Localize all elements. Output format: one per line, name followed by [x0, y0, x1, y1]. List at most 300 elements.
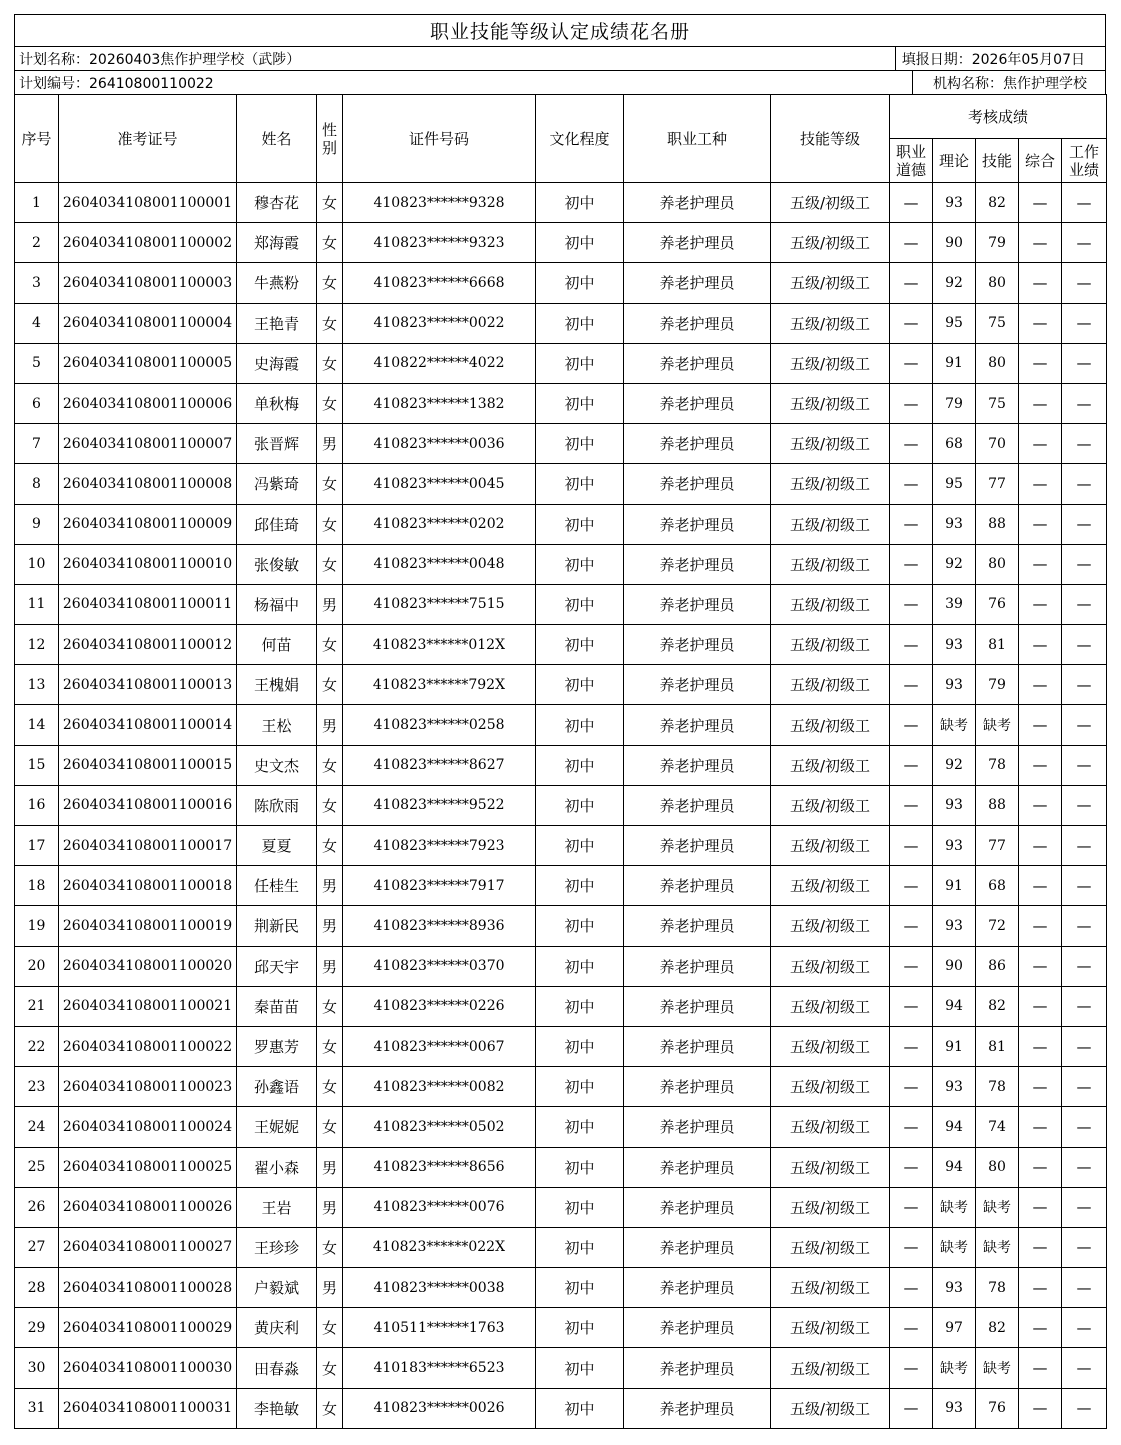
cell-education: 初中: [536, 1147, 624, 1187]
cell-seq: 28: [15, 1268, 59, 1308]
cell-skill: 76: [976, 584, 1019, 624]
cell-gender: 男: [317, 1268, 343, 1308]
cell-ethics: —: [890, 544, 933, 584]
table-row: [15, 343, 1107, 383]
plan-no-label: 计划编号：: [19, 75, 89, 92]
cell-id-no: 410823******7917: [343, 866, 536, 906]
cell-name: 张晋辉: [237, 424, 317, 464]
cell-id-no: 410823******0067: [343, 1026, 536, 1066]
cell-id-no: 410823******8627: [343, 745, 536, 785]
cell-id-no: 410823******792X: [343, 665, 536, 705]
cell-level: 五级/初级工: [771, 866, 890, 906]
table-row: [15, 1268, 1107, 1308]
cell-exam-no: 2604034108001100017: [59, 826, 237, 866]
cell-seq: 24: [15, 1107, 59, 1147]
table-row: [15, 1348, 1107, 1388]
cell-seq: 27: [15, 1227, 59, 1267]
cell-level: 五级/初级工: [771, 1187, 890, 1227]
cell-work: —: [1062, 504, 1107, 544]
cell-education: 初中: [536, 705, 624, 745]
cell-overall: —: [1019, 906, 1062, 946]
cell-education: 初中: [536, 544, 624, 584]
cell-overall: —: [1019, 464, 1062, 504]
col-header-id-no: 证件号码: [343, 95, 536, 183]
table-row: [15, 1026, 1107, 1066]
cell-skill: 80: [976, 343, 1019, 383]
cell-seq: 23: [15, 1067, 59, 1107]
table-row: [15, 745, 1107, 785]
cell-ethics: —: [890, 183, 933, 223]
cell-exam-no: 2604034108001100003: [59, 263, 237, 303]
cell-level: 五级/初级工: [771, 424, 890, 464]
roster-table: [14, 94, 1107, 1429]
cell-occupation: 养老护理员: [624, 946, 771, 986]
cell-work: —: [1062, 745, 1107, 785]
cell-seq: 8: [15, 464, 59, 504]
cell-ethics: —: [890, 625, 933, 665]
cell-theory: 79: [933, 383, 976, 423]
cell-overall: —: [1019, 866, 1062, 906]
cell-exam-no: 2604034108001100023: [59, 1067, 237, 1107]
cell-skill: 81: [976, 625, 1019, 665]
cell-skill: 76: [976, 1388, 1019, 1428]
cell-ethics: —: [890, 1388, 933, 1428]
cell-level: 五级/初级工: [771, 223, 890, 263]
col-header-theory: 理论: [933, 139, 976, 183]
table-row: [15, 866, 1107, 906]
cell-overall: —: [1019, 544, 1062, 584]
cell-exam-no: 2604034108001100006: [59, 383, 237, 423]
cell-work: —: [1062, 1067, 1107, 1107]
cell-ethics: —: [890, 1067, 933, 1107]
cell-overall: —: [1019, 705, 1062, 745]
plan-no-field: [15, 73, 218, 93]
cell-id-no: 410823******9522: [343, 785, 536, 825]
cell-exam-no: 2604034108001100005: [59, 343, 237, 383]
cell-occupation: 养老护理员: [624, 906, 771, 946]
cell-skill: 80: [976, 263, 1019, 303]
cell-level: 五级/初级工: [771, 785, 890, 825]
cell-overall: —: [1019, 223, 1062, 263]
cell-name: 黄庆利: [237, 1308, 317, 1348]
cell-name: 邱佳琦: [237, 504, 317, 544]
cell-seq: 22: [15, 1026, 59, 1066]
cell-overall: —: [1019, 1388, 1062, 1428]
cell-seq: 25: [15, 1147, 59, 1187]
col-header-overall: 综合: [1019, 139, 1062, 183]
cell-seq: 6: [15, 383, 59, 423]
cell-occupation: 养老护理员: [624, 1067, 771, 1107]
cell-gender: 男: [317, 866, 343, 906]
cell-occupation: 养老护理员: [624, 1187, 771, 1227]
cell-id-no: 410823******8656: [343, 1147, 536, 1187]
cell-education: 初中: [536, 424, 624, 464]
table-row: [15, 223, 1107, 263]
cell-id-no: 410823******0045: [343, 464, 536, 504]
table-row: [15, 1308, 1107, 1348]
cell-overall: —: [1019, 263, 1062, 303]
cell-gender: 女: [317, 303, 343, 343]
cell-skill: 70: [976, 424, 1019, 464]
meta-row-1: [14, 46, 1106, 70]
cell-seq: 14: [15, 705, 59, 745]
cell-theory: 97: [933, 1308, 976, 1348]
cell-theory: 95: [933, 464, 976, 504]
cell-theory: 92: [933, 745, 976, 785]
cell-exam-no: 2604034108001100027: [59, 1227, 237, 1267]
cell-gender: 男: [317, 906, 343, 946]
cell-name: 秦苗苗: [237, 986, 317, 1026]
cell-occupation: 养老护理员: [624, 183, 771, 223]
cell-overall: —: [1019, 785, 1062, 825]
cell-occupation: 养老护理员: [624, 1107, 771, 1147]
cell-work: —: [1062, 1026, 1107, 1066]
cell-skill: 82: [976, 1308, 1019, 1348]
cell-level: 五级/初级工: [771, 1348, 890, 1388]
cell-id-no: 410823******0036: [343, 424, 536, 464]
cell-occupation: 养老护理员: [624, 866, 771, 906]
col-header-name: 姓名: [237, 95, 317, 183]
table-row: [15, 665, 1107, 705]
table-row: [15, 1067, 1107, 1107]
cell-work: —: [1062, 424, 1107, 464]
cell-name: 户毅斌: [237, 1268, 317, 1308]
cell-gender: 女: [317, 625, 343, 665]
cell-work: —: [1062, 303, 1107, 343]
cell-level: 五级/初级工: [771, 1026, 890, 1066]
cell-overall: —: [1019, 343, 1062, 383]
cell-education: 初中: [536, 946, 624, 986]
fill-date-label: 填报日期：: [901, 51, 972, 68]
cell-overall: —: [1019, 383, 1062, 423]
cell-occupation: 养老护理员: [624, 383, 771, 423]
cell-education: 初中: [536, 383, 624, 423]
cell-skill: 82: [976, 986, 1019, 1026]
cell-work: —: [1062, 343, 1107, 383]
cell-name: 史文杰: [237, 745, 317, 785]
cell-education: 初中: [536, 986, 624, 1026]
cell-name: 任桂生: [237, 866, 317, 906]
table-row: [15, 785, 1107, 825]
cell-ethics: —: [890, 1268, 933, 1308]
cell-seq: 13: [15, 665, 59, 705]
cell-occupation: 养老护理员: [624, 424, 771, 464]
cell-education: 初中: [536, 665, 624, 705]
cell-overall: —: [1019, 946, 1062, 986]
cell-id-no: 410823******8936: [343, 906, 536, 946]
cell-work: —: [1062, 263, 1107, 303]
cell-seq: 31: [15, 1388, 59, 1428]
cell-exam-no: 2604034108001100007: [59, 424, 237, 464]
cell-id-no: 410823******012X: [343, 625, 536, 665]
cell-education: 初中: [536, 625, 624, 665]
cell-overall: —: [1019, 424, 1062, 464]
cell-work: —: [1062, 1147, 1107, 1187]
cell-seq: 29: [15, 1308, 59, 1348]
cell-name: 史海霞: [237, 343, 317, 383]
cell-education: 初中: [536, 906, 624, 946]
cell-education: 初中: [536, 343, 624, 383]
cell-skill: 77: [976, 826, 1019, 866]
cell-id-no: 410823******9328: [343, 183, 536, 223]
cell-occupation: 养老护理员: [624, 745, 771, 785]
cell-id-no: 410822******4022: [343, 343, 536, 383]
cell-name: 田春淼: [237, 1348, 317, 1388]
cell-gender: 男: [317, 1187, 343, 1227]
cell-work: —: [1062, 383, 1107, 423]
cell-seq: 17: [15, 826, 59, 866]
cell-id-no: 410823******022X: [343, 1227, 536, 1267]
cell-exam-no: 2604034108001100021: [59, 986, 237, 1026]
cell-exam-no: 2604034108001100024: [59, 1107, 237, 1147]
cell-skill: 81: [976, 1026, 1019, 1066]
cell-level: 五级/初级工: [771, 504, 890, 544]
cell-name: 郑海霞: [237, 223, 317, 263]
cell-seq: 5: [15, 343, 59, 383]
cell-ethics: —: [890, 303, 933, 343]
cell-education: 初中: [536, 1348, 624, 1388]
cell-id-no: 410823******0076: [343, 1187, 536, 1227]
cell-skill: 72: [976, 906, 1019, 946]
cell-education: 初中: [536, 303, 624, 343]
cell-level: 五级/初级工: [771, 986, 890, 1026]
cell-exam-no: 2604034108001100022: [59, 1026, 237, 1066]
cell-work: —: [1062, 1107, 1107, 1147]
cell-theory: 缺考: [933, 705, 976, 745]
cell-level: 五级/初级工: [771, 906, 890, 946]
cell-id-no: 410823******0258: [343, 705, 536, 745]
cell-skill: 缺考: [976, 705, 1019, 745]
cell-name: 冯紫琦: [237, 464, 317, 504]
cell-skill: 78: [976, 1067, 1019, 1107]
cell-education: 初中: [536, 263, 624, 303]
cell-level: 五级/初级工: [771, 1147, 890, 1187]
cell-name: 王珍珍: [237, 1227, 317, 1267]
table-row: [15, 1147, 1107, 1187]
cell-exam-no: 2604034108001100026: [59, 1187, 237, 1227]
cell-work: —: [1062, 544, 1107, 584]
table-row: [15, 183, 1107, 223]
cell-gender: 女: [317, 263, 343, 303]
cell-occupation: 养老护理员: [624, 1308, 771, 1348]
cell-education: 初中: [536, 504, 624, 544]
cell-gender: 女: [317, 1026, 343, 1066]
cell-seq: 20: [15, 946, 59, 986]
cell-exam-no: 2604034108001100012: [59, 625, 237, 665]
cell-education: 初中: [536, 1227, 624, 1267]
cell-theory: 缺考: [933, 1227, 976, 1267]
cell-ethics: —: [890, 584, 933, 624]
cell-theory: 93: [933, 785, 976, 825]
table-row: [15, 263, 1107, 303]
cell-occupation: 养老护理员: [624, 303, 771, 343]
cell-gender: 女: [317, 1227, 343, 1267]
cell-theory: 93: [933, 183, 976, 223]
col-header-exam-no: 准考证号: [59, 95, 237, 183]
cell-gender: 女: [317, 183, 343, 223]
cell-theory: 94: [933, 986, 976, 1026]
table-row: [15, 826, 1107, 866]
cell-work: —: [1062, 785, 1107, 825]
cell-work: —: [1062, 866, 1107, 906]
cell-occupation: 养老护理员: [624, 1388, 771, 1428]
cell-skill: 79: [976, 223, 1019, 263]
cell-name: 罗惠芳: [237, 1026, 317, 1066]
cell-skill: 75: [976, 383, 1019, 423]
cell-seq: 26: [15, 1187, 59, 1227]
cell-ethics: —: [890, 1107, 933, 1147]
cell-overall: —: [1019, 183, 1062, 223]
cell-work: —: [1062, 1308, 1107, 1348]
plan-name-value: 20260403焦作护理学校（武陟）: [89, 51, 301, 68]
cell-gender: 男: [317, 1147, 343, 1187]
col-header-education: 文化程度: [536, 95, 624, 183]
cell-skill: 74: [976, 1107, 1019, 1147]
cell-level: 五级/初级工: [771, 946, 890, 986]
cell-skill: 86: [976, 946, 1019, 986]
cell-ethics: —: [890, 745, 933, 785]
meta-row-2: [14, 70, 1106, 94]
cell-seq: 3: [15, 263, 59, 303]
cell-name: 翟小森: [237, 1147, 317, 1187]
cell-level: 五级/初级工: [771, 745, 890, 785]
cell-overall: —: [1019, 303, 1062, 343]
cell-overall: —: [1019, 1187, 1062, 1227]
cell-seq: 15: [15, 745, 59, 785]
cell-skill: 80: [976, 544, 1019, 584]
cell-exam-no: 2604034108001100030: [59, 1348, 237, 1388]
table-row: [15, 1187, 1107, 1227]
cell-overall: —: [1019, 986, 1062, 1026]
cell-ethics: —: [890, 826, 933, 866]
cell-exam-no: 2604034108001100014: [59, 705, 237, 745]
cell-level: 五级/初级工: [771, 1388, 890, 1428]
cell-ethics: —: [890, 1227, 933, 1267]
cell-theory: 91: [933, 1026, 976, 1066]
table-row: [15, 946, 1107, 986]
cell-theory: 93: [933, 826, 976, 866]
cell-name: 单秋梅: [237, 383, 317, 423]
cell-id-no: 410183******6523: [343, 1348, 536, 1388]
cell-id-no: 410823******0048: [343, 544, 536, 584]
cell-gender: 男: [317, 584, 343, 624]
cell-skill: 75: [976, 303, 1019, 343]
cell-theory: 缺考: [933, 1348, 976, 1388]
cell-level: 五级/初级工: [771, 1107, 890, 1147]
cell-theory: 91: [933, 866, 976, 906]
cell-work: —: [1062, 625, 1107, 665]
cell-skill: 88: [976, 504, 1019, 544]
cell-id-no: 410823******0022: [343, 303, 536, 343]
cell-education: 初中: [536, 1107, 624, 1147]
cell-seq: 10: [15, 544, 59, 584]
cell-ethics: —: [890, 665, 933, 705]
table-row: [15, 424, 1107, 464]
cell-work: —: [1062, 986, 1107, 1026]
cell-occupation: 养老护理员: [624, 1147, 771, 1187]
cell-theory: 93: [933, 1388, 976, 1428]
cell-occupation: 养老护理员: [624, 986, 771, 1026]
cell-gender: 女: [317, 665, 343, 705]
cell-education: 初中: [536, 1268, 624, 1308]
cell-level: 五级/初级工: [771, 464, 890, 504]
table-row: [15, 303, 1107, 343]
cell-overall: —: [1019, 625, 1062, 665]
cell-id-no: 410823******6668: [343, 263, 536, 303]
cell-level: 五级/初级工: [771, 343, 890, 383]
cell-level: 五级/初级工: [771, 303, 890, 343]
cell-theory: 94: [933, 1107, 976, 1147]
col-header-occupation: 职业工种: [624, 95, 771, 183]
cell-seq: 21: [15, 986, 59, 1026]
cell-level: 五级/初级工: [771, 705, 890, 745]
cell-level: 五级/初级工: [771, 383, 890, 423]
cell-gender: 女: [317, 464, 343, 504]
cell-exam-no: 2604034108001100018: [59, 866, 237, 906]
cell-name: 王妮妮: [237, 1107, 317, 1147]
header-row-main: [15, 95, 1107, 139]
cell-name: 王松: [237, 705, 317, 745]
cell-occupation: 养老护理员: [624, 584, 771, 624]
table-row: [15, 705, 1107, 745]
cell-exam-no: 2604034108001100010: [59, 544, 237, 584]
col-header-skill: 技能: [976, 139, 1019, 183]
cell-occupation: 养老护理员: [624, 343, 771, 383]
cell-ethics: —: [890, 946, 933, 986]
fill-date-field: [895, 47, 1105, 70]
cell-exam-no: 2604034108001100031: [59, 1388, 237, 1428]
cell-skill: 缺考: [976, 1187, 1019, 1227]
cell-skill: 82: [976, 183, 1019, 223]
cell-exam-no: 2604034108001100019: [59, 906, 237, 946]
cell-work: —: [1062, 183, 1107, 223]
cell-theory: 92: [933, 544, 976, 584]
cell-theory: 93: [933, 665, 976, 705]
org-field: [912, 71, 1105, 94]
cell-occupation: 养老护理员: [624, 223, 771, 263]
table-row: [15, 1227, 1107, 1267]
cell-theory: 93: [933, 1067, 976, 1107]
cell-name: 王艳青: [237, 303, 317, 343]
cell-level: 五级/初级工: [771, 263, 890, 303]
cell-occupation: 养老护理员: [624, 1348, 771, 1388]
cell-exam-no: 2604034108001100011: [59, 584, 237, 624]
cell-exam-no: 2604034108001100013: [59, 665, 237, 705]
cell-level: 五级/初级工: [771, 665, 890, 705]
cell-seq: 9: [15, 504, 59, 544]
cell-skill: 缺考: [976, 1348, 1019, 1388]
cell-name: 王槐娟: [237, 665, 317, 705]
cell-overall: —: [1019, 1147, 1062, 1187]
cell-skill: 78: [976, 1268, 1019, 1308]
cell-work: —: [1062, 1388, 1107, 1428]
cell-ethics: —: [890, 1187, 933, 1227]
cell-overall: —: [1019, 745, 1062, 785]
table-row: [15, 625, 1107, 665]
cell-level: 五级/初级工: [771, 183, 890, 223]
cell-exam-no: 2604034108001100025: [59, 1147, 237, 1187]
table-row: [15, 383, 1107, 423]
fill-date-value: 2026年05月07日: [971, 51, 1085, 68]
plan-name-field: [15, 49, 304, 69]
cell-id-no: 410823******7923: [343, 826, 536, 866]
cell-occupation: 养老护理员: [624, 1268, 771, 1308]
cell-work: —: [1062, 464, 1107, 504]
cell-id-no: 410823******0370: [343, 946, 536, 986]
cell-theory: 90: [933, 946, 976, 986]
cell-overall: —: [1019, 826, 1062, 866]
cell-gender: 男: [317, 424, 343, 464]
